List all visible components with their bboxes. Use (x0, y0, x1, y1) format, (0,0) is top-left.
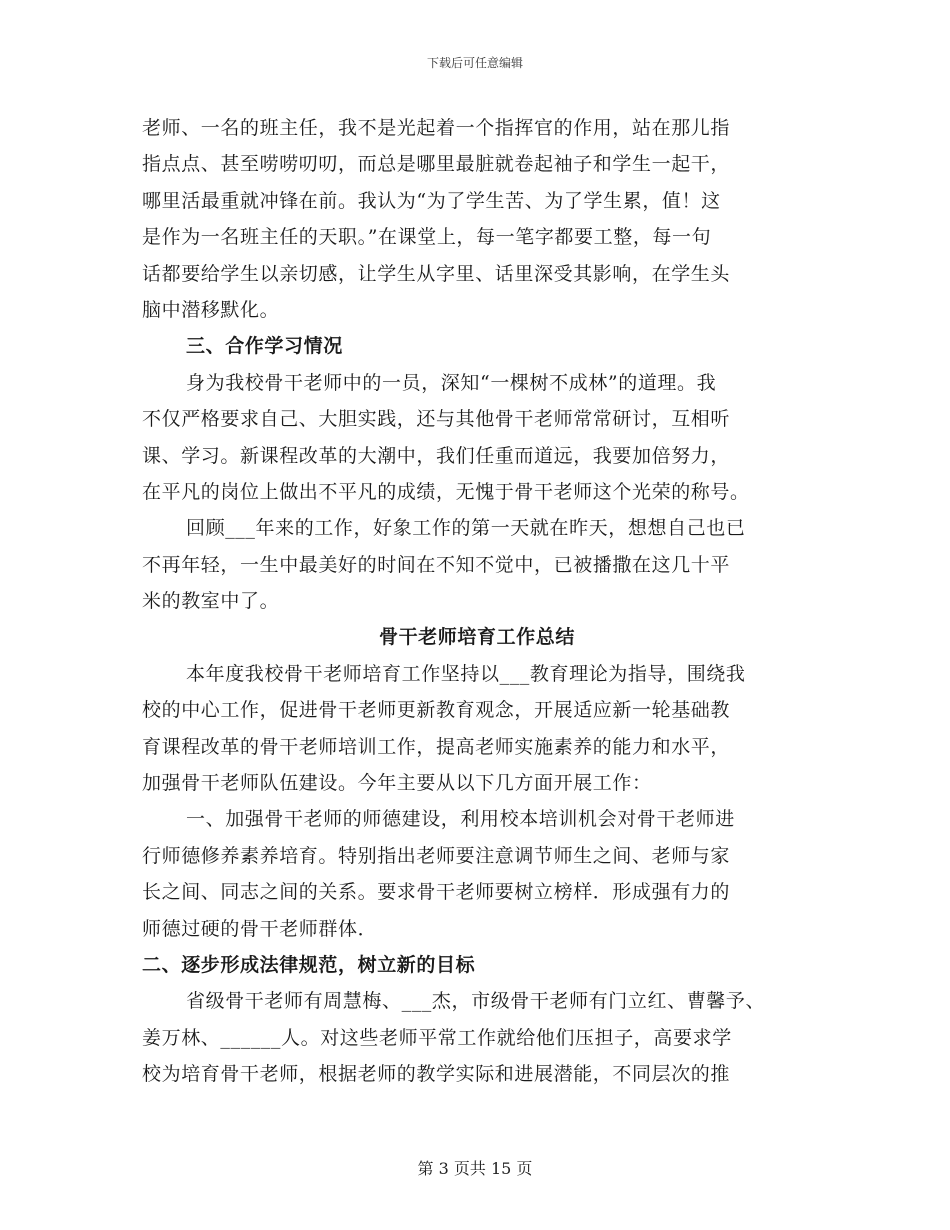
text-line: 长之间、同志之间的关系。要求骨干老师要树立榜样．形成强有力的 (142, 881, 731, 904)
text-line: 身为我校骨干老师中的一员，深知“一棵树不成林”的道理。我 (186, 371, 717, 394)
text-line: 不仅严格要求自己、大胆实践，还与其他骨干老师常常研讨，互相听 (142, 408, 731, 431)
page-footer: 第 3 页共 15 页 (417, 1159, 533, 1178)
text-line: 回顾___年来的工作，好象工作的第一天就在昨天，想想自己也已 (186, 517, 746, 540)
text-line: 哪里活最重就冲锋在前。我认为“为了学生苦、为了学生累，值！这 (142, 189, 721, 212)
section-heading: 二、逐步形成法律规范，树立新的目标 (142, 953, 476, 976)
text-line: 师德过硬的骨干老师群体． (142, 917, 378, 940)
text-line: 本年度我校骨干老师培育工作坚持以___教育理论为指导，围绕我 (186, 662, 746, 685)
text-line: 育课程改革的骨干老师培训工作，提高老师实施素养的能力和水平， (142, 735, 731, 758)
text-line: 省级骨干老师有周慧梅、___杰，市级骨干老师有门立红、曹馨予、 (186, 990, 766, 1013)
section-heading: 三、合作学习情况 (186, 335, 343, 358)
text-line: 不再年轻，一生中最美好的时间在不知不觉中，已被播撒在这几十平 (142, 553, 731, 576)
page-header: 下载后可任意编辑 (426, 56, 523, 70)
text-line: 老师、一名的班主任，我不是光起着一个指挥官的作用，站在那儿指 (142, 117, 731, 139)
text-line: 行师德修养素养培育。特别指出老师要注意调节师生之间、老师与家 (142, 844, 731, 867)
text-line: 话都要给学生以亲切感，让学生从字里、话里深受其影响，在学生头 (142, 262, 731, 285)
text-line: 指点点、甚至唠唠叨叨，而总是哪里最脏就卷起袖子和学生一起干， (142, 153, 731, 176)
text-line: 脑中潜移默化。 (142, 298, 280, 321)
text-line: 课、学习。新课程改革的大潮中，我们任重而道远，我要加倍努力， (142, 444, 731, 467)
text-line: 加强骨干老师队伍建设。今年主要从以下几方面开展工作： (142, 772, 652, 795)
text-line: 校为培育骨干老师，根据老师的教学实际和进展潜能，不同层次的推 (142, 1063, 731, 1086)
document-title: 骨干老师培育工作总结 (378, 626, 575, 649)
text-line: 姜万林、______人。对这些老师平常工作就给他们压担子，高要求学 (142, 1026, 732, 1049)
document-body (142, 110, 812, 1093)
text-line: 校的中心工作，促进骨干老师更新教育观念，开展适应新一轮基础教 (142, 699, 731, 722)
text-line: 在平凡的岗位上做出不平凡的成绩，无愧于骨干老师这个光荣的称号。 (142, 480, 750, 503)
text-line: 一、加强骨干老师的师德建设，利用校本培训机会对骨干老师进 (186, 808, 735, 831)
text-line: 是作为一名班主任的天职。”在课堂上，每一笔字都要工整，每一句 (142, 226, 712, 249)
text-line: 米的教室中了。 (142, 590, 280, 613)
